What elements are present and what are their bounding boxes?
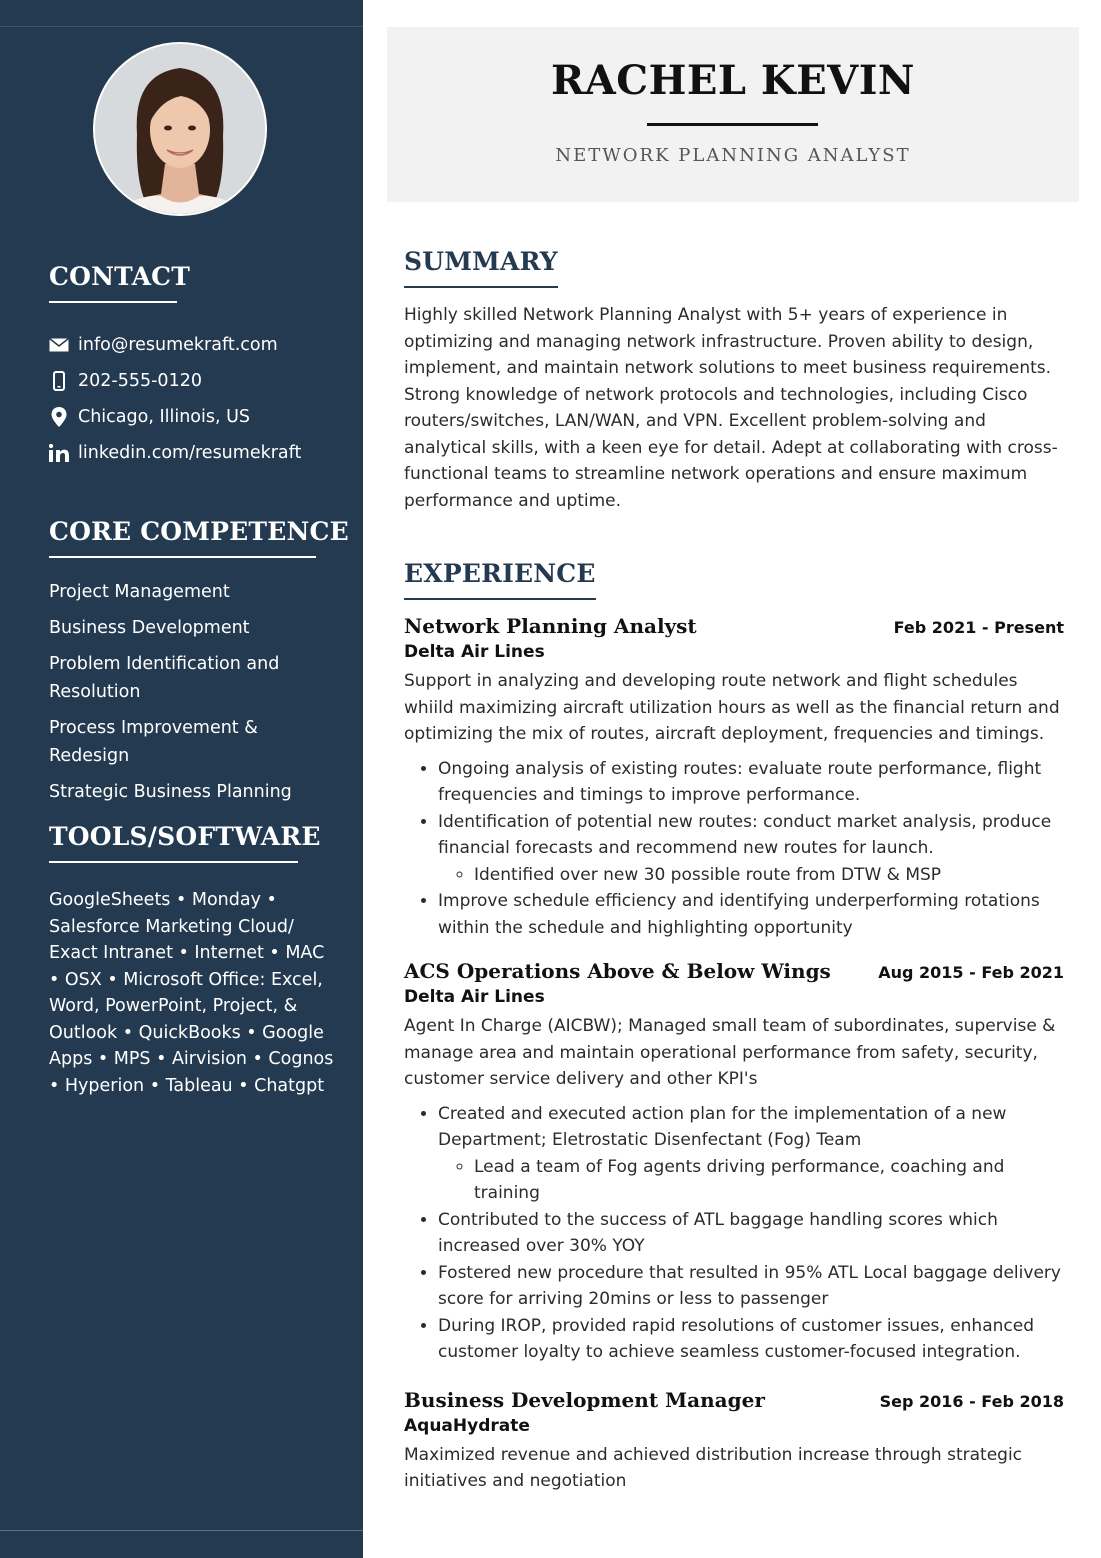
contact-list — [49, 327, 349, 471]
job-bullet: • Contributed to the success of ATL baggage handling scores which increased over 30% YOY — [438, 1207, 1064, 1260]
summary-heading: SUMMARY — [404, 247, 558, 276]
experience-section — [404, 559, 1064, 1495]
competence-item: Problem Identification and Resolution — [49, 654, 280, 702]
job-bullet: • During IROP, provided rapid resolutions of customer issues, enhanced customer loyalty to achieve seamless customer-focused integration. — [438, 1313, 1064, 1366]
competence-section — [49, 517, 349, 558]
job-bullet-text: Identification of potential new routes: conduct market analysis, produce financial forecasts and recommend new routes for launch. — [438, 811, 1052, 858]
job-bullet: • Ongoing analysis of existing routes: evaluate route performance, flight frequencies and timings to improve performance. — [438, 756, 1064, 809]
job-description: Support in analyzing and developing route network and flight schedules whiild maximizing aircraft utilization hours as well as the financial return and optimizing the mix of routes, aircraft deployment, frequencies and timings. — [404, 671, 1060, 744]
competence-item: Process Improvement & Redesign — [49, 718, 258, 766]
competence-list — [49, 578, 339, 814]
job-header — [404, 959, 1064, 983]
job-description: Maximized revenue and achieved distribution increase through strategic initiatives and negotiation — [404, 1444, 1023, 1491]
sidebar-bottom-divider — [0, 1530, 363, 1531]
contact-heading-rule — [49, 301, 177, 303]
competence-item: Strategic Business Planning — [49, 782, 292, 802]
job-dates: Aug 2015 - Feb 2021 — [878, 963, 1064, 982]
competence-heading: CORE COMPETENCE — [49, 517, 349, 546]
job-dates: Feb 2021 - Present — [893, 618, 1064, 637]
envelope-icon — [49, 335, 69, 355]
profile-photo — [93, 42, 267, 216]
job-description: Agent In Charge (AICBW); Managed small team of subordinates, supervise & manage area and maintain operational performance from safety, security, customer service delivery and other KPI's — [404, 1016, 1056, 1089]
job-title: Business Development Manager — [404, 1387, 765, 1412]
profile-photo-illustration — [95, 44, 265, 214]
job-title: ACS Operations Above & Below Wings — [404, 959, 831, 983]
job-bullet — [438, 1101, 1064, 1207]
contact-linkedin[interactable] — [49, 435, 349, 471]
sidebar-top-divider — [0, 26, 363, 27]
contact-location-text: Chicago, Illinois, US — [78, 407, 251, 427]
job-title: Network Planning Analyst — [404, 614, 697, 638]
contact-email-text[interactable]: info@resumekraft.com — [78, 335, 278, 355]
tools-text: GoogleSheets • Monday • Salesforce Marketing Cloud/ Exact Intranet • Internet • MAC • OSX • Microsoft Office: Excel, Word, PowerPoint, Project, & Outlook • QuickBooks • Google Apps • MPS • Airvision • Cognos • Hyperion • Tableau • Chatgpt — [49, 890, 334, 1096]
name-underline — [647, 123, 818, 126]
job-company: Delta Air Lines — [404, 987, 545, 1007]
job-company: Delta Air Lines — [404, 642, 545, 662]
job-header — [404, 614, 1064, 638]
phone-icon — [49, 371, 69, 391]
job-dates: Sep 2016 - Feb 2018 — [879, 1391, 1064, 1411]
candidate-title: NETWORK PLANNING ANALYST — [555, 145, 911, 166]
sidebar — [0, 0, 363, 1558]
summary-heading-rule — [404, 286, 558, 288]
resume-header — [387, 27, 1079, 202]
contact-phone-text[interactable]: 202-555-0120 — [78, 371, 202, 391]
summary-section — [404, 247, 1064, 514]
job-sub-bullet: ◦ Identified over new 30 possible route from DTW & MSP — [474, 862, 1064, 889]
job-entry — [404, 959, 1064, 1366]
contact-section — [49, 262, 191, 303]
experience-heading: EXPERIENCE — [404, 559, 596, 588]
competence-item: Project Management — [49, 582, 230, 602]
summary-text: Highly skilled Network Planning Analyst with 5+ years of experience in optimizing and managing network infrastructure. Proven ability to design, implement, and maintain network solutions to meet business requirements. Strong knowledge of network protocols and technologies, including Cisco routers/switches, LAN/WAN, and VPN. Excellent problem-solving and analytical skills, with a keen eye for detail. Adept at collaborating with cross-functional teams to streamline network operations and ensure maximum performance and uptime. — [404, 305, 1058, 511]
linkedin-icon — [49, 443, 69, 463]
candidate-name: RACHEL KEVIN — [550, 57, 915, 104]
job-entry — [404, 614, 1064, 941]
contact-email[interactable] — [49, 327, 349, 363]
job-bullet: • Improve schedule efficiency and identifying underperforming rotations within the schedule and highlighting opportunity — [438, 888, 1064, 941]
tools-section — [49, 822, 321, 863]
competence-heading-rule — [49, 556, 316, 558]
job-bullets — [404, 1101, 1064, 1366]
tools-heading-rule — [49, 861, 298, 863]
job-bullet: • Fostered new procedure that resulted in 95% ATL Local baggage delivery score for arriving 20mins or less to passenger — [438, 1260, 1064, 1313]
contact-location — [49, 399, 349, 435]
map-pin-icon — [49, 407, 69, 427]
experience-heading-rule — [404, 598, 596, 600]
job-sub-bullet: ◦ Lead a team of Fog agents driving performance, coaching and training — [474, 1154, 1064, 1207]
job-bullet — [438, 809, 1064, 889]
job-header — [404, 1388, 1064, 1412]
job-sub-bullets — [438, 1154, 1064, 1207]
summary-heading-wrap — [404, 247, 558, 288]
job-bullet-text: Created and executed action plan for the implementation of a new Department; Eletrostatic Disenfectant (Fog) Team — [438, 1103, 1007, 1150]
job-entry — [404, 1388, 1064, 1495]
job-bullets — [404, 756, 1064, 942]
contact-linkedin-text[interactable]: linkedin.com/resumekraft — [78, 443, 302, 463]
tools-heading: TOOLS/SOFTWARE — [49, 822, 321, 851]
contact-phone[interactable] — [49, 363, 349, 399]
competence-item: Business Development — [49, 618, 250, 638]
job-sub-bullets — [438, 862, 1064, 889]
experience-heading-wrap — [404, 559, 596, 600]
job-company: AquaHydrate — [404, 1415, 530, 1436]
contact-heading: CONTACT — [49, 262, 191, 291]
